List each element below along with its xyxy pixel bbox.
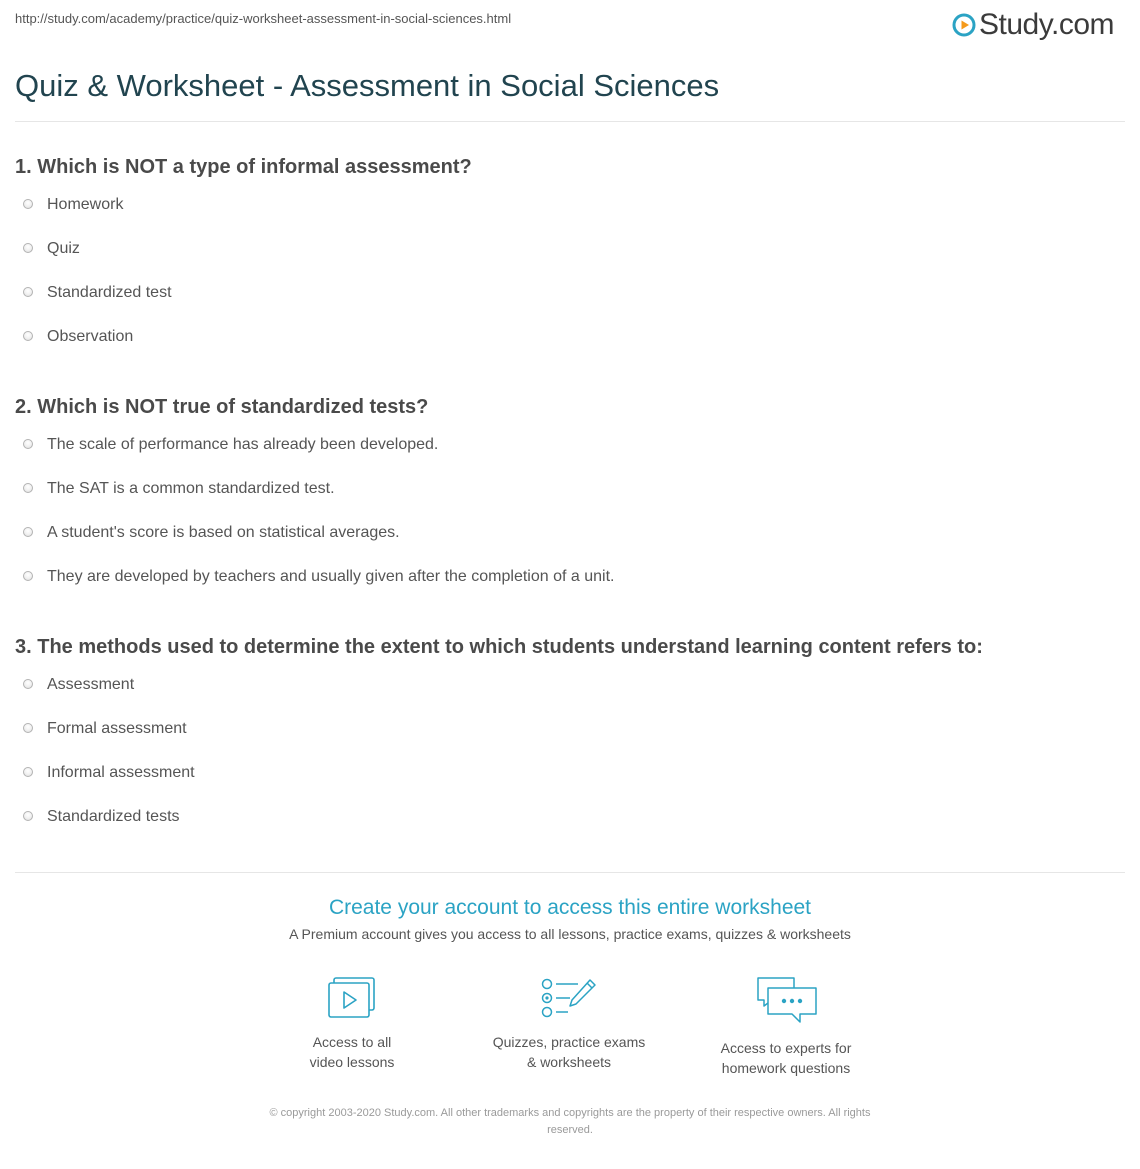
radio-button[interactable] bbox=[23, 331, 33, 341]
answer-option[interactable] bbox=[15, 763, 195, 807]
play-circle-icon bbox=[952, 13, 976, 37]
answer-option[interactable] bbox=[15, 327, 172, 371]
option-label: Quiz bbox=[47, 240, 80, 257]
feature-video-lessons bbox=[252, 976, 452, 1072]
radio-button[interactable] bbox=[23, 243, 33, 253]
feature-label: Access to experts for homework questions bbox=[720, 1040, 852, 1076]
option-label: Standardized test bbox=[47, 284, 172, 301]
answer-options bbox=[15, 435, 614, 611]
video-lessons-icon bbox=[326, 976, 378, 1020]
answer-option[interactable] bbox=[15, 523, 614, 567]
option-label: Informal assessment bbox=[47, 764, 195, 781]
radio-button[interactable] bbox=[23, 767, 33, 777]
create-account-link[interactable]: Create your account to access this entire worksheet bbox=[328, 896, 812, 919]
option-label: Formal assessment bbox=[47, 720, 187, 737]
answer-options bbox=[15, 195, 172, 371]
chat-bubbles-icon bbox=[754, 976, 818, 1026]
radio-button[interactable] bbox=[23, 679, 33, 689]
page-url: http://study.com/academy/practice/quiz-worksheet-assessment-in-social-sciences.html bbox=[15, 11, 512, 26]
option-label: They are developed by teachers and usually given after the completion of a unit. bbox=[47, 568, 615, 585]
option-label: Homework bbox=[47, 196, 124, 213]
cta-divider bbox=[15, 872, 1125, 873]
question-2 bbox=[15, 393, 1125, 585]
radio-button[interactable] bbox=[23, 527, 33, 537]
radio-button[interactable] bbox=[23, 483, 33, 493]
radio-button[interactable] bbox=[23, 439, 33, 449]
answer-option[interactable] bbox=[15, 719, 195, 763]
question-text: 3. The methods used to determine the extent to which students understand learning content refers to: bbox=[15, 636, 983, 658]
question-3 bbox=[15, 633, 1125, 825]
radio-button[interactable] bbox=[23, 199, 33, 209]
answer-option[interactable] bbox=[15, 567, 614, 611]
logo-text: Study.com bbox=[979, 8, 1114, 41]
option-label: Assessment bbox=[47, 676, 135, 693]
option-label: The SAT is a common standardized test. bbox=[47, 480, 335, 497]
answer-option[interactable] bbox=[15, 195, 172, 239]
answer-options bbox=[15, 675, 195, 851]
answer-option[interactable] bbox=[15, 479, 614, 523]
option-label: Observation bbox=[47, 328, 134, 345]
answer-option[interactable] bbox=[15, 239, 172, 283]
radio-button[interactable] bbox=[23, 287, 33, 297]
option-label: The scale of performance has already been developed. bbox=[47, 436, 439, 453]
copyright: © copyright 2003-2020 Study.com. All other trademarks and copyrights are the property of their respective owners. All rights reserved. bbox=[269, 1107, 871, 1136]
feature-label: Quizzes, practice exams & worksheets bbox=[492, 1034, 646, 1070]
answer-option[interactable] bbox=[15, 283, 172, 327]
premium-description: A Premium account gives you access to all lessons, practice exams, quizzes & worksheets bbox=[289, 926, 851, 942]
answer-option[interactable] bbox=[15, 675, 195, 719]
feature-quizzes bbox=[469, 976, 669, 1072]
title-divider bbox=[15, 121, 1125, 122]
study-logo[interactable] bbox=[952, 5, 1114, 45]
feature-experts bbox=[686, 976, 886, 1078]
answer-option[interactable] bbox=[15, 435, 614, 479]
answer-option[interactable] bbox=[15, 807, 195, 851]
feature-label: Access to all video lessons bbox=[309, 1034, 395, 1070]
option-label: Standardized tests bbox=[47, 808, 180, 825]
radio-button[interactable] bbox=[23, 811, 33, 821]
option-label: A student's score is based on statistical averages. bbox=[47, 524, 400, 541]
question-text: 2. Which is NOT true of standardized tests? bbox=[15, 396, 429, 418]
page-title: Quiz & Worksheet - Assessment in Social Sciences bbox=[15, 68, 720, 103]
quiz-checklist-icon bbox=[540, 976, 598, 1020]
radio-button[interactable] bbox=[23, 571, 33, 581]
radio-button[interactable] bbox=[23, 723, 33, 733]
question-text: 1. Which is NOT a type of informal assessment? bbox=[15, 156, 472, 178]
question-1 bbox=[15, 153, 1125, 345]
